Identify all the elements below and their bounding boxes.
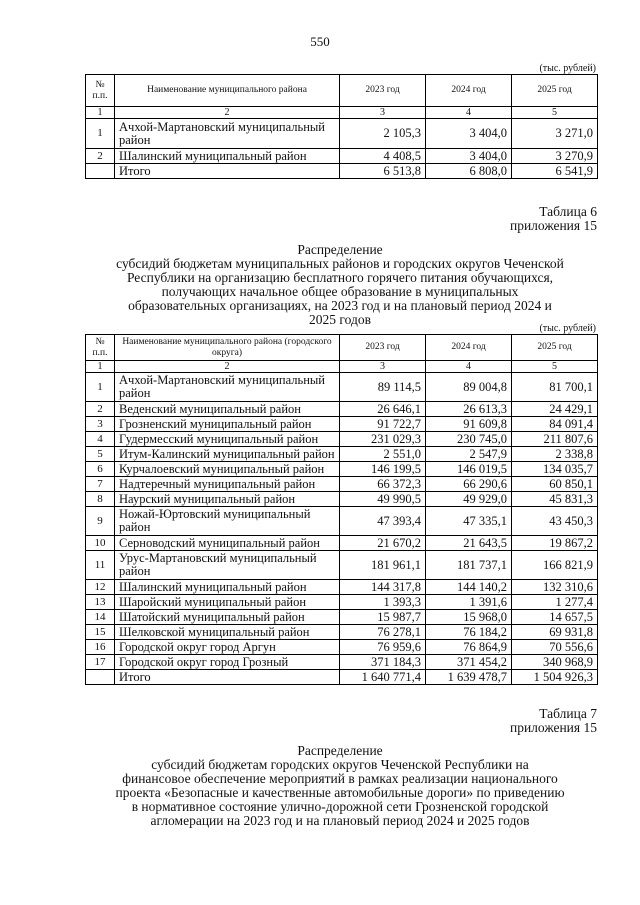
row-2025: 134 035,7 — [512, 462, 598, 477]
row-name: Городской округ город Аргун — [115, 640, 340, 655]
row-no: 7 — [86, 477, 115, 492]
row-name: Грозненский муниципальный район — [115, 417, 340, 432]
table1-unit: (тыс. рублей) — [539, 63, 596, 74]
table1 — [85, 74, 598, 179]
page-number: 550 — [310, 34, 330, 49]
row-2025: 60 850,1 — [512, 477, 598, 492]
row-name: Шалинский муниципальный район — [115, 580, 340, 595]
row-2024: 66 290,6 — [426, 477, 512, 492]
title-line: субсидий бюджетам городских округов Чеченской Республики на — [151, 757, 529, 772]
row-2025: 3 270,9 — [512, 149, 598, 164]
table2-header-row — [86, 335, 598, 361]
row-2023: 26 646,1 — [340, 402, 426, 417]
row-2025: 340 968,9 — [512, 655, 598, 670]
row-2023: 47 393,4 — [340, 507, 426, 536]
title-line: в нормативное состояние улично-дорожной сети Грозненской городской — [131, 799, 549, 814]
row-2025: 19 867,2 — [512, 536, 598, 551]
row-name: Итого — [115, 670, 340, 685]
row-2025: 69 931,8 — [512, 625, 598, 640]
row-2024: 49 929,0 — [426, 492, 512, 507]
table-row — [86, 536, 598, 551]
row-2025: 132 310,6 — [512, 580, 598, 595]
row-name: Наурский муниципальный район — [115, 492, 340, 507]
row-name: Шалинский муниципальный район — [115, 149, 340, 164]
title-line: образовательных организациях, на 2023 год и на плановый период 2024 и — [128, 298, 552, 313]
table-row — [86, 477, 598, 492]
row-2023: 144 317,8 — [340, 580, 426, 595]
row-2025: 2 338,8 — [512, 447, 598, 462]
header-2025: 2025 год — [512, 75, 598, 107]
row-name: Надтеречный муниципальный район — [115, 477, 340, 492]
header-name: Наименование муниципального района (городского округа) — [115, 335, 340, 361]
title-line: проекта «Безопасные и качественные автомобильные дороги» по приведению — [115, 785, 565, 800]
header-2025: 2025 год — [512, 335, 598, 361]
row-2025: 3 271,0 — [512, 119, 598, 149]
row-2024: 3 404,0 — [426, 119, 512, 149]
index-cell: 1 — [86, 361, 115, 373]
row-2024: 371 454,2 — [426, 655, 512, 670]
row-no: 17 — [86, 655, 115, 670]
row-2023: 2 551,0 — [340, 447, 426, 462]
row-2025: 43 450,3 — [512, 507, 598, 536]
row-name: Итум-Калинский муниципальный район — [115, 447, 340, 462]
header-2024: 2024 год — [426, 75, 512, 107]
table-row — [86, 402, 598, 417]
row-2024: 15 968,0 — [426, 610, 512, 625]
row-2025: 24 429,1 — [512, 402, 598, 417]
row-2024: 91 609,8 — [426, 417, 512, 432]
table7-caption — [400, 707, 597, 735]
row-no: 1 — [86, 119, 115, 149]
row-no: 2 — [86, 402, 115, 417]
row-2023: 21 670,2 — [340, 536, 426, 551]
row-2023: 146 199,5 — [340, 462, 426, 477]
row-2024: 2 547,9 — [426, 447, 512, 462]
row-2024: 230 745,0 — [426, 432, 512, 447]
row-2024: 89 004,8 — [426, 373, 512, 402]
caption-appendix: приложения 15 — [509, 720, 597, 735]
row-2023: 76 278,1 — [340, 625, 426, 640]
row-2023: 66 372,3 — [340, 477, 426, 492]
row-name: Курчалоевский муниципальный район — [115, 462, 340, 477]
row-2023: 181 961,1 — [340, 551, 426, 580]
table-row — [86, 119, 598, 149]
row-2025: 45 831,3 — [512, 492, 598, 507]
total-row — [86, 164, 598, 179]
table6-title — [70, 243, 610, 327]
table-row — [86, 507, 598, 536]
title-heading: Распределение — [297, 743, 383, 758]
table-row — [86, 580, 598, 595]
row-2024: 6 808,0 — [426, 164, 512, 179]
index-cell: 4 — [426, 107, 512, 119]
header-2023: 2023 год — [340, 75, 426, 107]
caption-appendix: приложения 15 — [509, 218, 597, 233]
row-2025: 166 821,9 — [512, 551, 598, 580]
caption-table-number: Таблица 6 — [539, 204, 597, 219]
row-2023: 1 640 771,4 — [340, 670, 426, 685]
index-cell: 3 — [340, 361, 426, 373]
table-row — [86, 595, 598, 610]
row-2025: 14 657,5 — [512, 610, 598, 625]
index-cell: 5 — [512, 107, 598, 119]
index-cell: 4 — [426, 361, 512, 373]
table2-unit: (тыс. рублей) — [539, 323, 596, 334]
row-2023: 6 513,8 — [340, 164, 426, 179]
row-no: 3 — [86, 417, 115, 432]
row-2025: 70 556,6 — [512, 640, 598, 655]
row-name: Городской округ город Грозный — [115, 655, 340, 670]
row-2024: 1 391,6 — [426, 595, 512, 610]
index-cell: 1 — [86, 107, 115, 119]
row-name: Веденский муниципальный район — [115, 402, 340, 417]
table-row — [86, 610, 598, 625]
table-row — [86, 149, 598, 164]
row-2023: 1 393,3 — [340, 595, 426, 610]
title-line: 2025 годов — [309, 312, 371, 327]
title-line: агломерации на 2023 год и на плановый период 2024 и 2025 годов — [150, 813, 530, 828]
table-row — [86, 417, 598, 432]
table-row — [86, 447, 598, 462]
header-no: № п.п. — [86, 75, 115, 107]
row-2023: 91 722,7 — [340, 417, 426, 432]
row-2024: 1 639 478,7 — [426, 670, 512, 685]
row-no: 15 — [86, 625, 115, 640]
title-line: получающих начальное общее образование в муниципальных — [161, 284, 519, 299]
row-no: 13 — [86, 595, 115, 610]
row-2024: 146 019,5 — [426, 462, 512, 477]
row-2023: 231 029,3 — [340, 432, 426, 447]
table2-index-row — [86, 361, 598, 373]
row-name: Урус-Мартановский муниципальный район — [115, 551, 340, 580]
row-no: 6 — [86, 462, 115, 477]
header-2024: 2024 год — [426, 335, 512, 361]
row-name: Итого — [115, 164, 340, 179]
row-no: 4 — [86, 432, 115, 447]
title-line: Республики на организацию бесплатного горячего питания обучающихся, — [126, 270, 554, 285]
table-row — [86, 432, 598, 447]
row-no: 11 — [86, 551, 115, 580]
row-no: 16 — [86, 640, 115, 655]
row-2023: 76 959,6 — [340, 640, 426, 655]
row-name: Шатойский муниципальный район — [115, 610, 340, 625]
caption-table-number: Таблица 7 — [539, 706, 597, 721]
table-row — [86, 492, 598, 507]
row-2025: 84 091,4 — [512, 417, 598, 432]
row-2025: 211 807,6 — [512, 432, 598, 447]
row-2023: 49 990,5 — [340, 492, 426, 507]
row-2024: 26 613,3 — [426, 402, 512, 417]
header-no: № п.п. — [86, 335, 115, 361]
row-2023: 371 184,3 — [340, 655, 426, 670]
row-2024: 21 643,5 — [426, 536, 512, 551]
row-no: 9 — [86, 507, 115, 536]
row-2024: 181 737,1 — [426, 551, 512, 580]
row-no: 12 — [86, 580, 115, 595]
title-line: субсидий бюджетам муниципальных районов и городских округов Чеченской — [116, 256, 564, 271]
index-cell: 2 — [115, 107, 340, 119]
row-name: Ножай-Юртовский муниципальный район — [115, 507, 340, 536]
row-no — [86, 670, 115, 685]
row-name: Шаройский муниципальный район — [115, 595, 340, 610]
row-name: Шелковской муниципальный район — [115, 625, 340, 640]
index-cell: 3 — [340, 107, 426, 119]
row-name: Серноводский муниципальный район — [115, 536, 340, 551]
row-2024: 47 335,1 — [426, 507, 512, 536]
table-row — [86, 462, 598, 477]
table7-title — [70, 744, 610, 828]
table-row — [86, 640, 598, 655]
title-heading: Распределение — [297, 242, 383, 257]
row-no: 2 — [86, 149, 115, 164]
row-2025: 6 541,9 — [512, 164, 598, 179]
header-2023: 2023 год — [340, 335, 426, 361]
title-line: финансовое обеспечение мероприятий в рамках реализации национального — [122, 771, 558, 786]
table-row — [86, 373, 598, 402]
row-name: Ачхой-Мартановский муниципальный район — [115, 119, 340, 149]
total-row — [86, 670, 598, 685]
row-2025: 1 277,4 — [512, 595, 598, 610]
table1-header-row — [86, 75, 598, 107]
row-2025: 81 700,1 — [512, 373, 598, 402]
row-2023: 2 105,3 — [340, 119, 426, 149]
row-no: 5 — [86, 447, 115, 462]
row-2023: 89 114,5 — [340, 373, 426, 402]
header-name: Наименование муниципального района — [115, 75, 340, 107]
table6-caption — [400, 205, 597, 233]
row-name: Гудермесский муниципальный район — [115, 432, 340, 447]
table-row — [86, 655, 598, 670]
row-no: 1 — [86, 373, 115, 402]
table1-index-row — [86, 107, 598, 119]
row-2024: 144 140,2 — [426, 580, 512, 595]
row-2025: 1 504 926,3 — [512, 670, 598, 685]
row-2023: 4 408,5 — [340, 149, 426, 164]
table2 — [85, 334, 598, 685]
row-no: 14 — [86, 610, 115, 625]
row-2023: 15 987,7 — [340, 610, 426, 625]
row-2024: 3 404,0 — [426, 149, 512, 164]
row-name: Ачхой-Мартановский муниципальный район — [115, 373, 340, 402]
index-cell: 2 — [115, 361, 340, 373]
row-2024: 76 184,2 — [426, 625, 512, 640]
row-2024: 76 864,9 — [426, 640, 512, 655]
table-row — [86, 625, 598, 640]
table-row — [86, 551, 598, 580]
index-cell: 5 — [512, 361, 598, 373]
row-no: 10 — [86, 536, 115, 551]
row-no: 8 — [86, 492, 115, 507]
row-no — [86, 164, 115, 179]
